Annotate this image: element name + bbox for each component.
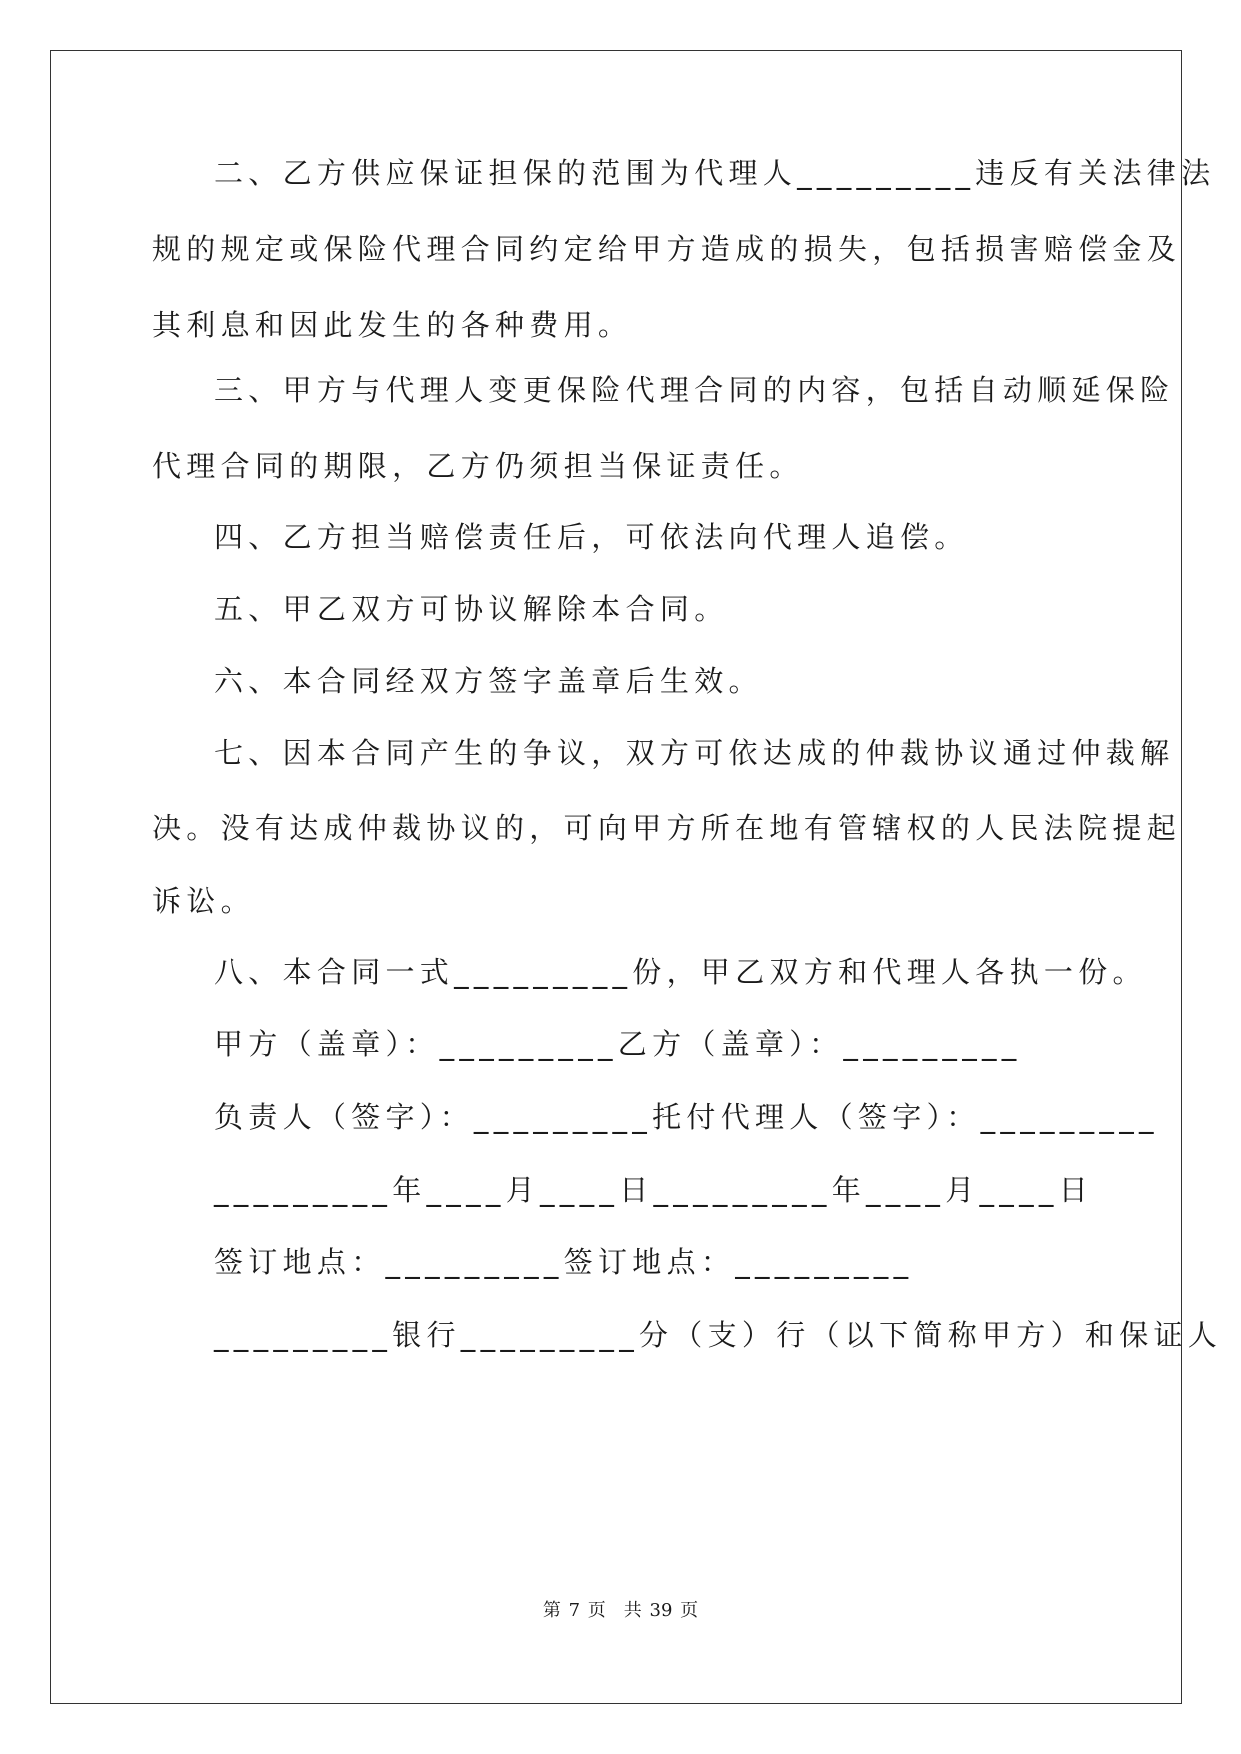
paragraph-line: 其利息和因此发生的各种费用。 (152, 308, 633, 342)
paragraph-line: 诉讼。 (152, 884, 255, 918)
paragraph-line: 规的规定或保险代理合同约定给甲方造成的损失，包括损害赔偿金及 (152, 232, 1182, 266)
paragraph-line: 决。没有达成仲裁协议的，可向甲方所在地有管辖权的人民法院提起 (152, 811, 1182, 845)
location-line: 签订地点：_________签订地点：_________ (214, 1245, 914, 1279)
paragraph-line: 四、乙方担当赔偿责任后，可依法向代理人追偿。 (214, 520, 969, 554)
paragraph-line: 代理合同的期限，乙方仍须担当保证责任。 (152, 449, 804, 483)
paragraph-line: 五、甲乙双方可协议解除本合同。 (214, 592, 729, 626)
page-number: 第 7 页 共 39 页 (542, 1600, 699, 1621)
page-border (50, 50, 1182, 1704)
paragraph-line: 二、乙方供应保证担保的范围为代理人_________违反有关法律法 (214, 156, 1216, 190)
date-line: _________年____月____日_________年____月____日 (214, 1173, 1093, 1207)
paragraph-line: _________银行_________分（支）行（以下简称甲方）和保证人 (214, 1318, 1223, 1352)
paragraph-line: 八、本合同一式_________份，甲乙双方和代理人各执一份。 (214, 955, 1147, 989)
signature-line: 负责人（签字）：_________托付代理人（签字）：_________ (214, 1100, 1159, 1134)
paragraph-line: 三、甲方与代理人变更保险代理合同的内容，包括自动顺延保险 (214, 373, 1175, 407)
paragraph-line: 六、本合同经双方签字盖章后生效。 (214, 664, 763, 698)
paragraph-line: 七、因本合同产生的争议，双方可依达成的仲裁协议通过仲裁解 (214, 736, 1175, 770)
signature-line: 甲方（盖章）：_________乙方（盖章）：_________ (214, 1027, 1022, 1061)
